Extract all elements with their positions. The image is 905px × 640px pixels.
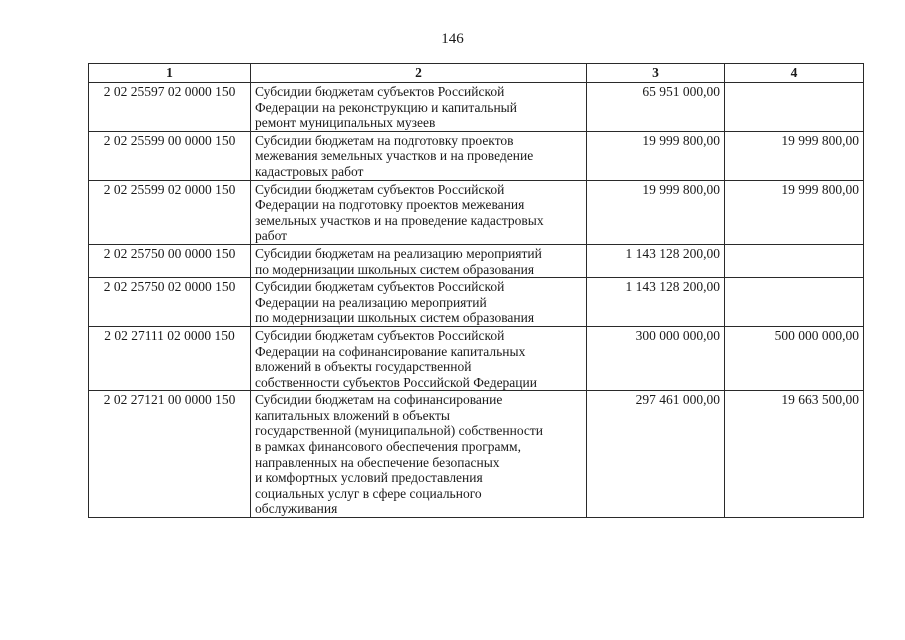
description-cell [251,244,587,277]
description-line: Субсидии бюджетам на подготовку проектов [255,132,514,148]
description-cell [251,180,587,244]
description-cell [251,131,587,180]
table-row [89,83,864,132]
description-line: Федерации на реконструкцию и капитальный [255,99,517,115]
description-line: собственности субъектов Российской Федерации [255,374,537,390]
budget-code-cell: 2 02 25599 02 0000 150 [89,180,251,244]
amount-col4-cell: 19 999 800,00 [725,180,864,244]
description-line: Субсидии бюджетам субъектов Российской [255,181,505,197]
amount-col3-cell: 1 143 128 200,00 [587,278,725,327]
budget-code-cell: 2 02 25597 02 0000 150 [89,83,251,132]
description-line: Федерации на софинансирование капитальных [255,343,526,359]
description-line: государственной (муниципальной) собственности [255,423,544,439]
budget-table [88,63,864,518]
description-line: Субсидии бюджетам на софинансирование [255,392,503,408]
description-cell [251,391,587,518]
description-line: земельных участков и на проведение кадастровых [255,212,544,228]
amount-col3-cell: 19 999 800,00 [587,131,725,180]
budget-code-cell: 2 02 27111 02 0000 150 [89,326,251,390]
budget-code-cell: 2 02 25750 02 0000 150 [89,278,251,327]
description-line: Субсидии бюджетам субъектов Российской [255,327,505,343]
amount-col4-cell [725,83,864,132]
description-line: Субсидии бюджетам субъектов Российской [255,84,505,99]
description-line: социальных услуг в сфере социального [255,485,482,501]
budget-code-cell: 2 02 27121 00 0000 150 [89,391,251,518]
description-line: ремонт муниципальных музеев [255,115,436,131]
description-line: в рамках финансового обеспечения программ, [255,439,521,455]
description-cell [251,278,587,327]
amount-col4-cell: 500 000 000,00 [725,326,864,390]
description-line: по модернизации школьных систем образования [255,261,535,277]
amount-col3-cell: 300 000 000,00 [587,326,725,390]
amount-col4-cell [725,244,864,277]
table-row [89,391,864,518]
table-row [89,131,864,180]
budget-code-cell: 2 02 25750 00 0000 150 [89,244,251,277]
description-line: межевания земельных участков и на проведение [255,148,534,164]
description-line: кадастровых работ [255,163,364,179]
description-line: Федерации на реализацию мероприятий [255,294,487,310]
description-line: Федерации на подготовку проектов межевания [255,197,525,213]
amount-col4-cell [725,278,864,327]
column-header-1: 1 [89,64,251,83]
description-line: направленных на обеспечение безопасных [255,454,500,470]
table-row [89,180,864,244]
amount-col3-cell: 19 999 800,00 [587,180,725,244]
description-line: работ [255,228,288,244]
table-row [89,326,864,390]
description-line: по модернизации школьных систем образования [255,310,535,326]
description-line: обслуживания [255,501,338,517]
table-header-row [89,64,864,83]
amount-col4-cell: 19 663 500,00 [725,391,864,518]
description-cell [251,326,587,390]
table-row [89,244,864,277]
column-header-3: 3 [587,64,725,83]
table-row [89,278,864,327]
budget-code-cell: 2 02 25599 00 0000 150 [89,131,251,180]
description-cell [251,83,587,132]
table-body [89,83,864,518]
description-line: капитальных вложений в объекты [255,407,450,423]
amount-col3-cell: 65 951 000,00 [587,83,725,132]
description-line: Субсидии бюджетам на реализацию мероприятий [255,245,542,261]
page-number: 146 [441,31,464,47]
description-line: и комфортных условий предоставления [255,470,483,486]
amount-col4-cell: 19 999 800,00 [725,131,864,180]
column-header-2: 2 [251,64,587,83]
description-line: Субсидии бюджетам субъектов Российской [255,279,505,295]
amount-col3-cell: 297 461 000,00 [587,391,725,518]
amount-col3-cell: 1 143 128 200,00 [587,244,725,277]
description-line: вложений в объекты государственной [255,359,472,375]
column-header-4: 4 [725,64,864,83]
